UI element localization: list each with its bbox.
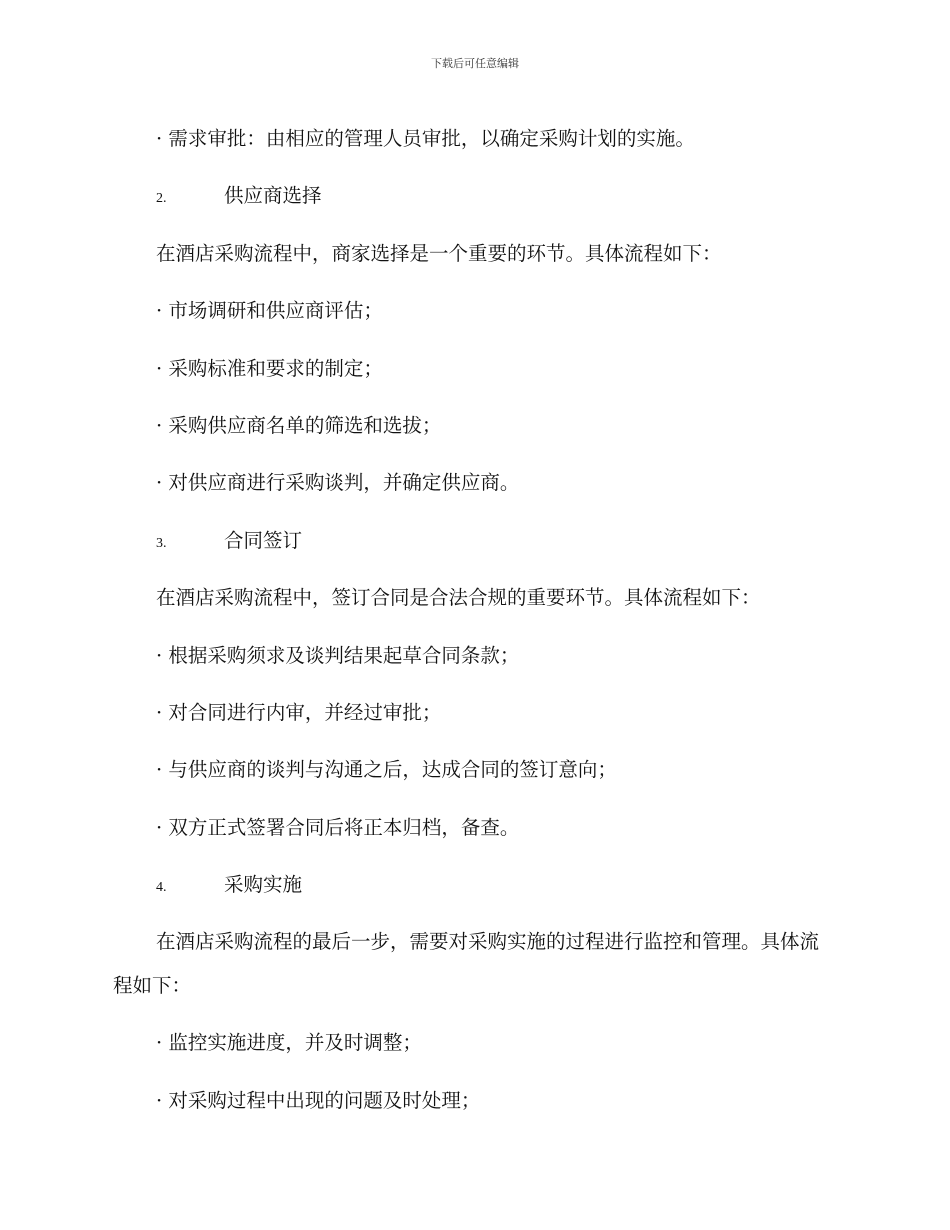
bullet-item: · 采购标准和要求的制定； xyxy=(156,356,383,380)
bullet-item: · 双方正式签署合同后将正本归档，备查。 xyxy=(156,815,520,839)
bullet-item: · 根据采购须求及谈判结果起草合同条款； xyxy=(156,643,520,667)
bullet-item: · 对供应商进行采购谈判，并确定供应商。 xyxy=(156,471,520,495)
bullet-item: · 采购供应商名单的筛选和选拔； xyxy=(156,413,442,437)
section-number: 2. xyxy=(156,191,167,207)
paragraph: 在酒店采购流程中，签订合同是合法合规的重要环节。具体流程如下： xyxy=(156,586,761,610)
bullet-item: · 监控实施进度，并及时调整； xyxy=(156,1031,422,1055)
paragraph: 在酒店采购流程中，商家选择是一个重要的环节。具体流程如下： xyxy=(156,241,722,265)
section-number: 4. xyxy=(156,880,167,896)
paragraph: 在酒店采购流程的最后一步，需要对采购实施的过程进行监控和管理。具体流程如下： xyxy=(113,930,820,998)
section-title: 供应商选择 xyxy=(224,184,322,208)
document-body xyxy=(113,110,833,1129)
section-title: 合同签订 xyxy=(224,528,303,552)
page-header: 下载后可任意编辑 xyxy=(431,57,519,70)
section-heading xyxy=(113,856,833,913)
bullet-item: · 与供应商的谈判与沟通之后，达成合同的签订意向； xyxy=(156,758,617,782)
bullet-item: · 对合同进行内审，并经过审批； xyxy=(156,700,442,724)
section-title: 采购实施 xyxy=(224,873,303,897)
bullet-item: · 需求审批：由相应的管理人员审批，以确定采购计划的实施。 xyxy=(156,127,695,150)
section-heading xyxy=(113,512,833,569)
bullet-item: · 市场调研和供应商评估； xyxy=(156,299,383,323)
bullet-item: · 对采购过程中出现的问题及时处理； xyxy=(156,1088,481,1112)
section-heading xyxy=(113,167,833,224)
section-number: 3. xyxy=(156,535,167,551)
